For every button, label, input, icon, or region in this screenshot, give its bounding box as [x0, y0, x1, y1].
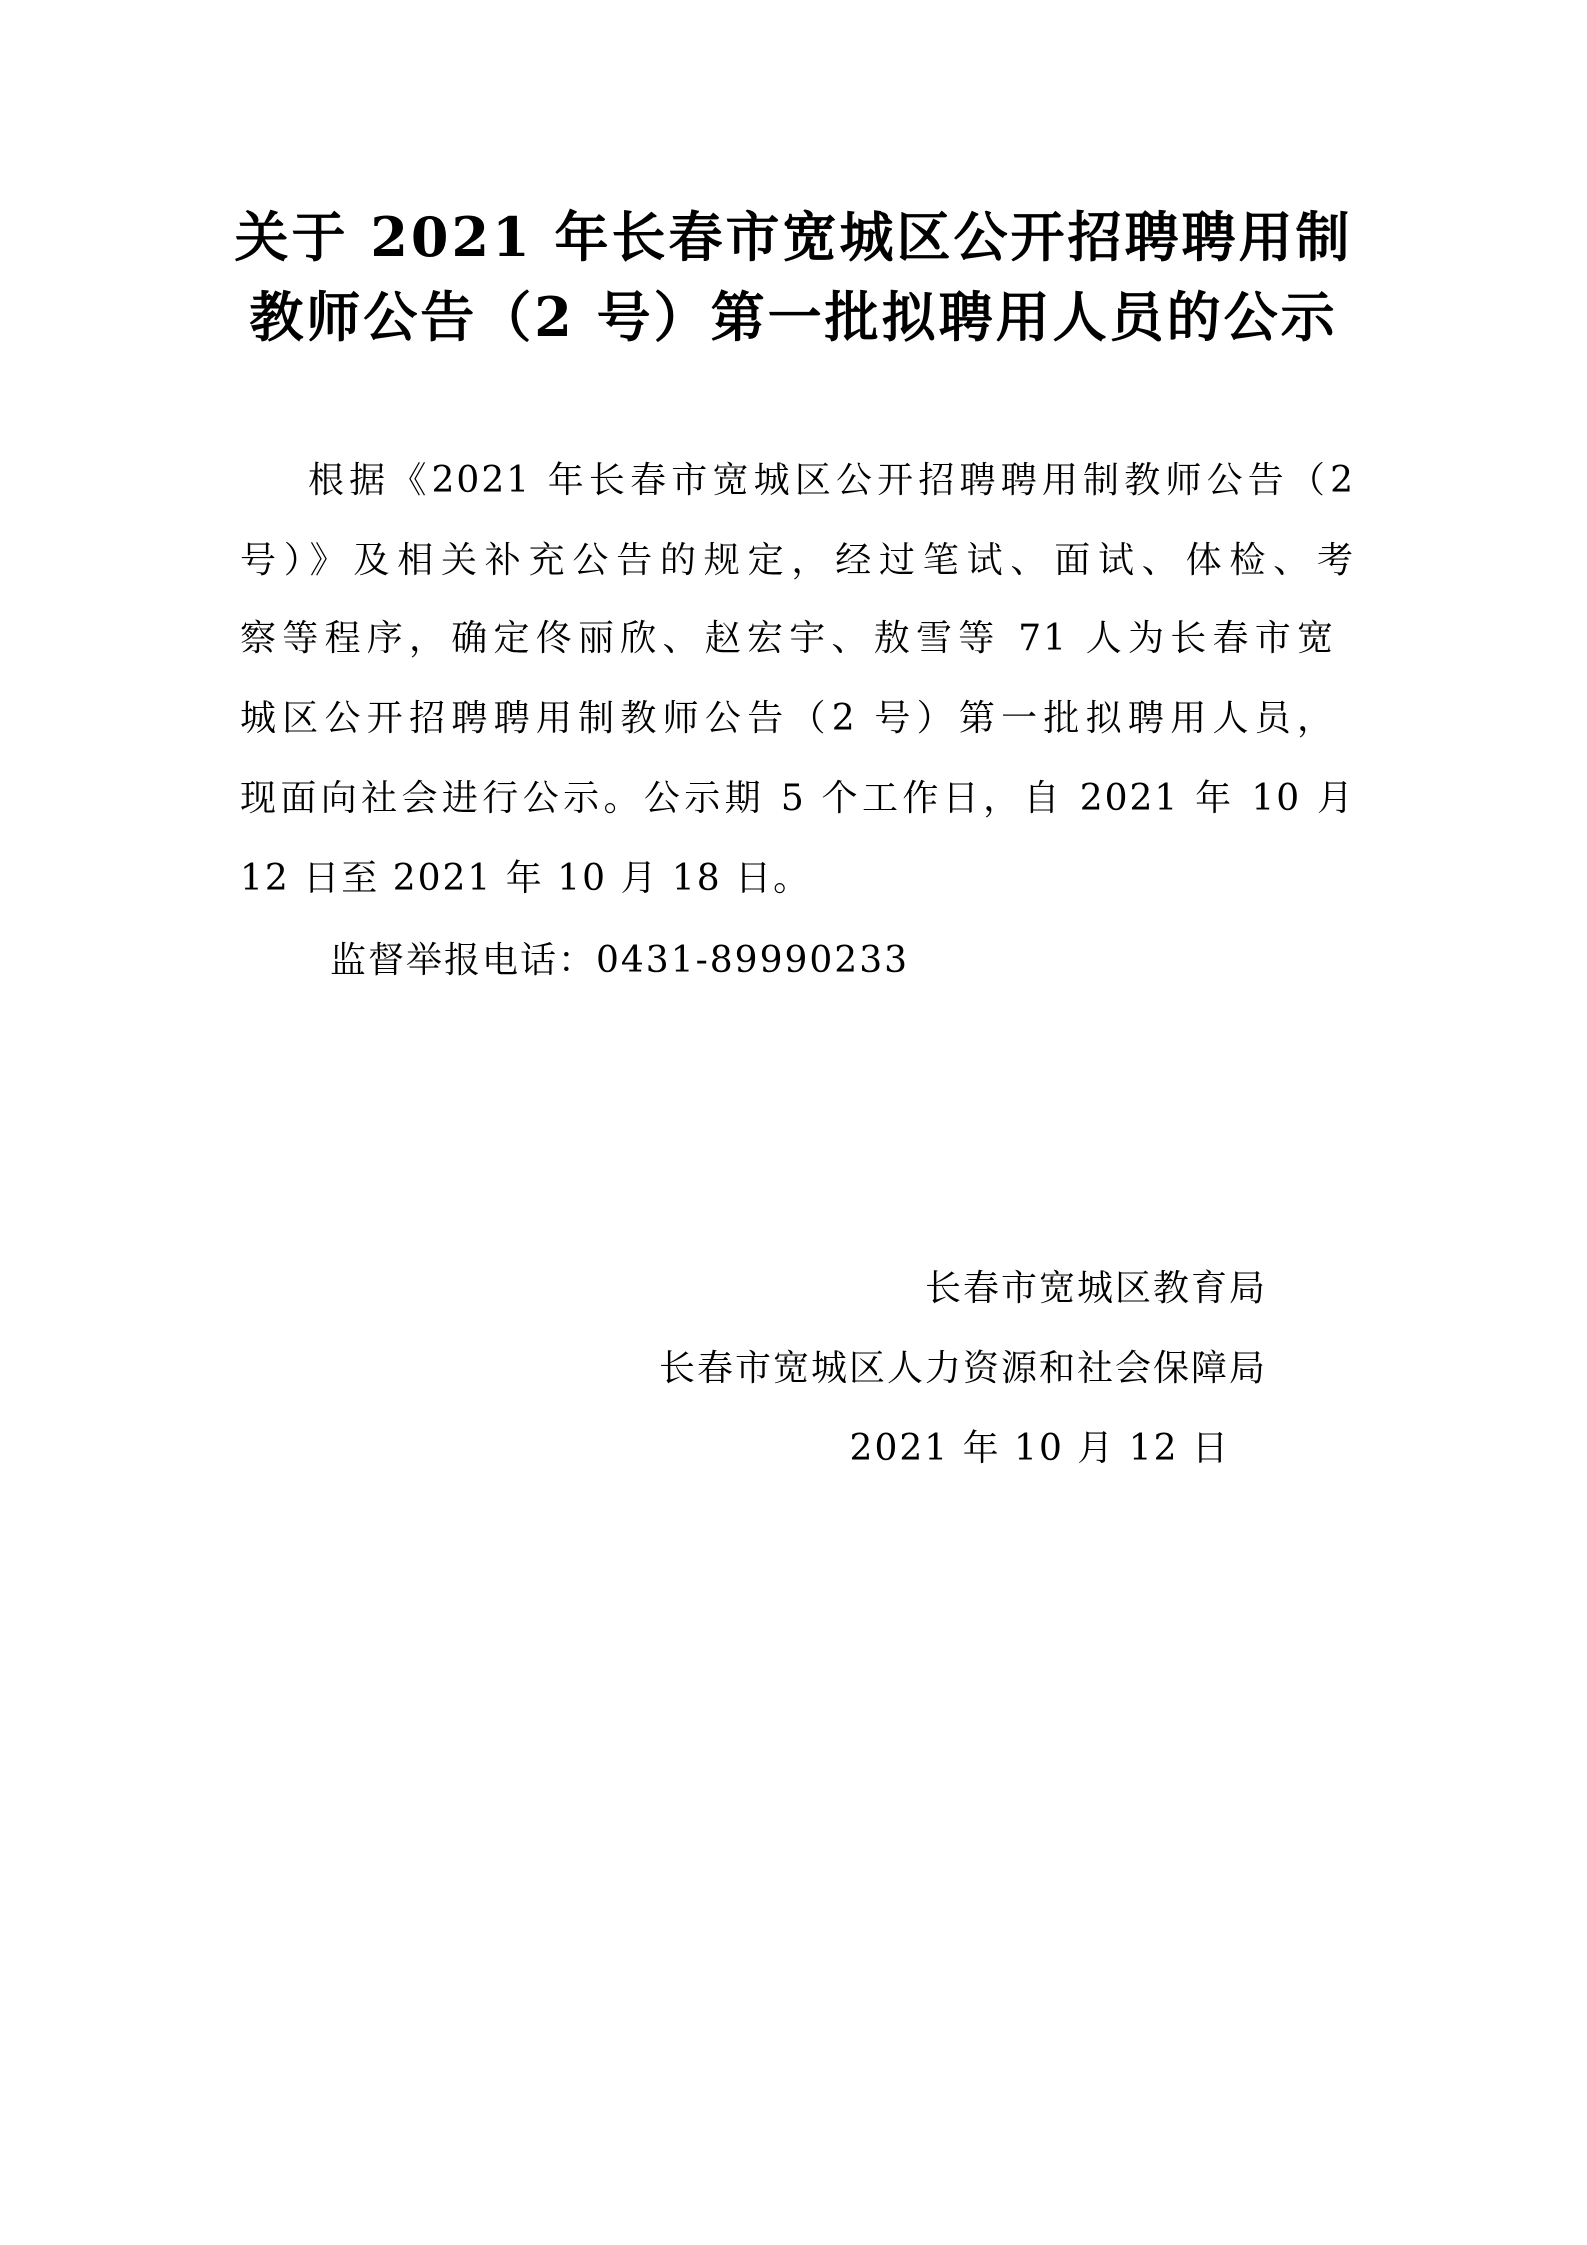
body-paragraph-line-3: 察等程序，确定佟丽欣、赵宏宇、敖雪等 71 人为长春市宽: [240, 618, 1335, 659]
body-paragraph-line-6: 12 日至 2021 年 10 月 18 日。: [240, 858, 812, 899]
signature-org-hr: 长春市宽城区人力资源和社会保障局: [658, 1348, 1267, 1389]
document-title-line-2: 教师公告（2 号）第一批拟聘用人员的公示: [249, 285, 1338, 349]
body-paragraph-line-4: 城区公开招聘聘用制教师公告（2 号）第一批拟聘用人员，: [240, 698, 1335, 739]
body-paragraph-line-1: 根据《2021 年长春市宽城区公开招聘聘用制教师公告（2: [308, 460, 1355, 501]
signature-date: 2021 年 10 月 12 日: [849, 1428, 1230, 1469]
body-paragraph-line-5: 现面向社会进行公示。公示期 5 个工作日，自 2021 年 10 月: [240, 778, 1355, 819]
signature-org-education: 长春市宽城区教育局: [924, 1268, 1267, 1309]
hotline-text: 监督举报电话：0431-89990233: [330, 940, 910, 981]
document-title-line-1: 关于 2021 年长春市宽城区公开招聘聘用制: [234, 205, 1353, 269]
body-paragraph-line-2: 号）》及相关补充公告的规定，经过笔试、面试、体检、考: [240, 540, 1355, 581]
